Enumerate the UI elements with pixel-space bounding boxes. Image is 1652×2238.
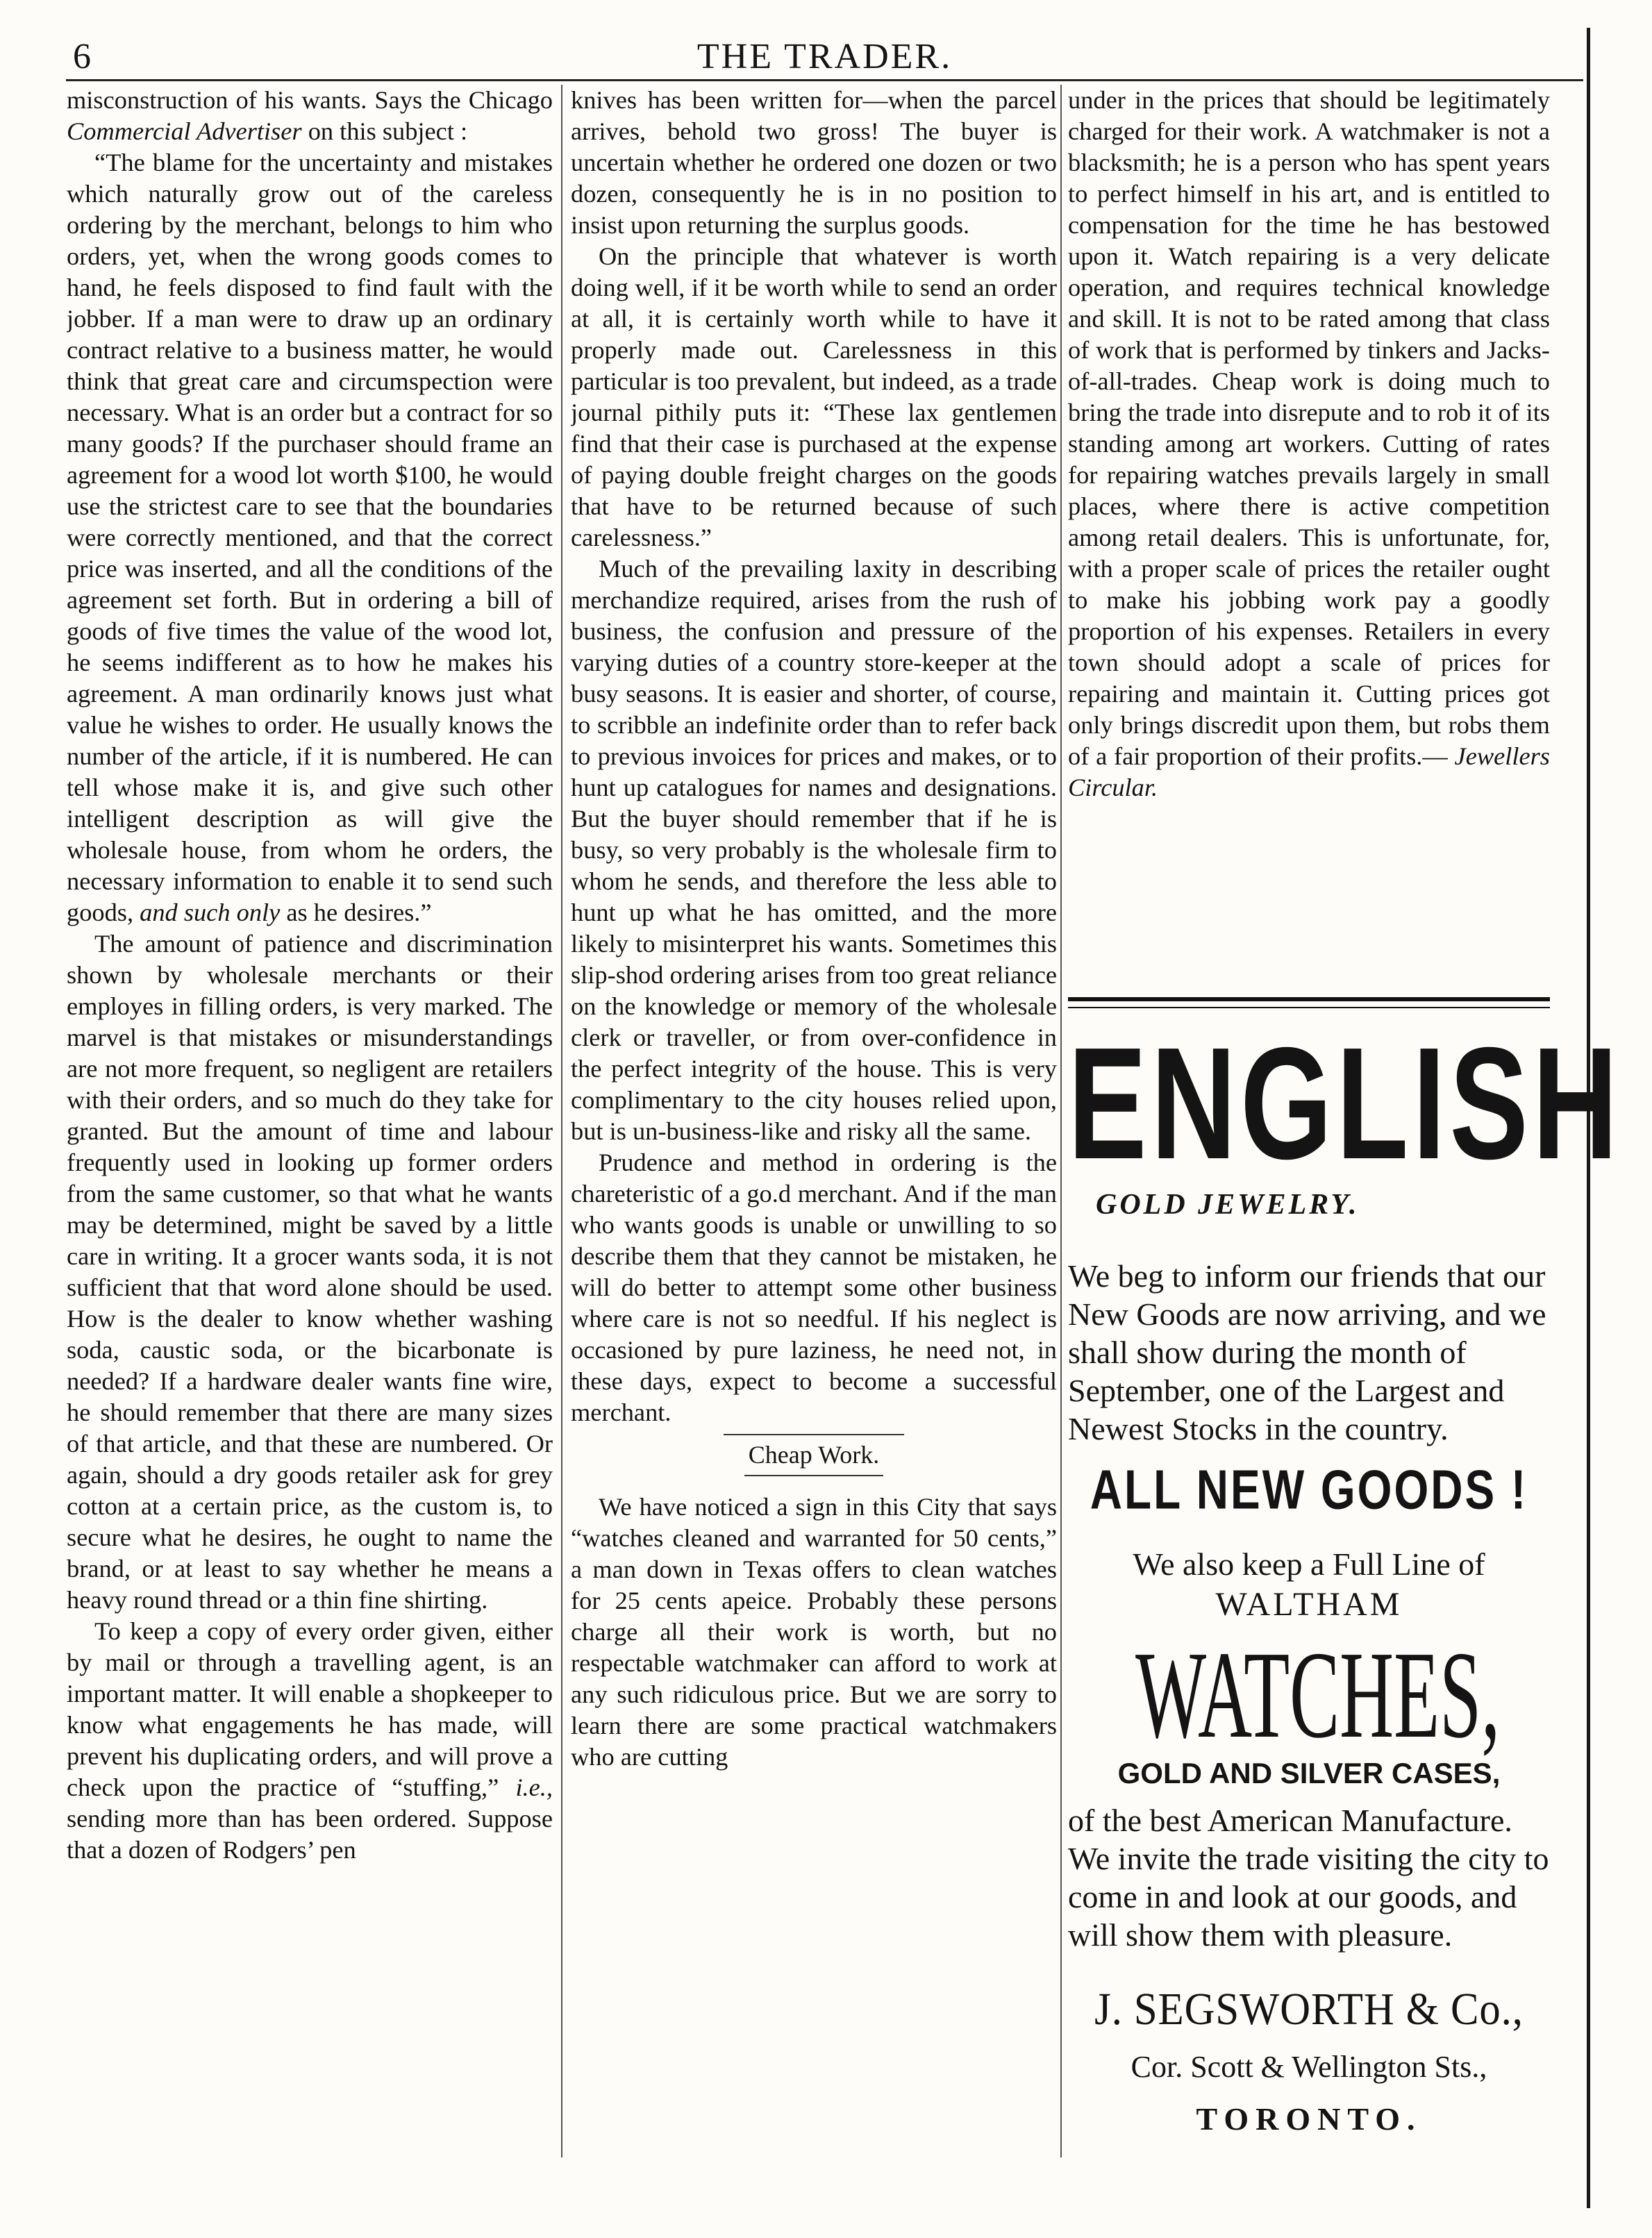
paragraph: Prudence and method in ordering is the chareteristic of a go.d merchant. And if the man who wants goods is unable or unwilling to so describe them that they cannot be mistaken, he will do better to attempt some other business where care is not so needful. If his neglect is occasioned by pure laziness, he need not, in these days, expect to become a successful merchant. (571, 1149, 1057, 1426)
ad-headline: ENGLISH (1068, 1014, 1622, 1193)
paragraph (67, 1616, 553, 1866)
column-3 (1068, 85, 1550, 1008)
column-1 (67, 85, 553, 2203)
paragraph (1068, 85, 1550, 803)
ad-watches: WATCHES, (1135, 1626, 1501, 1764)
running-head (66, 36, 1583, 79)
ad-subheadline: GOLD JEWELRY. (1096, 1189, 1360, 1221)
ad-address: Cor. Scott & Wellington Sts., (1130, 2050, 1487, 2084)
paragraph: On the principle that whatever is worth doing well, if it be worth while to send an order at all, it is certainly worth while to have it properly made out. Carelessness in this particular is too prevalent, but indeed, as a trade journal pithily puts it: “These lax gentlemen find that their case is purchased at the expense of paying double freight charges on the goods that have to be returned because of such carelessness.” (571, 242, 1057, 551)
section-heading-text: Cheap Work. (748, 1441, 880, 1469)
page-number: 6 (73, 37, 91, 76)
column-rule-2 (1060, 85, 1062, 2157)
masthead-title: THE TRADER. (696, 37, 953, 76)
quoted-paragraph (67, 147, 553, 928)
ad-all-new-goods: ALL NEW GOODS ! (1090, 1458, 1528, 1521)
section-heading (571, 1434, 1057, 1476)
paragraph: The amount of patience and discrimination shown by wholesale merchants or their employes in filling orders, is very marked. The marvel is that mistakes or misunderstandings are not more frequent, so negligent are retailers with their orders, and so much do they take for granted. But the amount of time and labour frequently used in looking up former orders from the same customer, so that what he wants may be determined, might be saved by a little care in writing. It a grocer wants soda, it is not sufficient that that word alone should be used. How is the dealer to know whether washing soda, caustic soda, or the bicarbonate is needed? If a hardware dealer wants fine wire, he should remember that there are many sizes of that article, and that these are numbered. Or again, should a dry goods retailer ask for grey cotton at a certain price, as the custom is, to secure what he desires, he ought to name the brand, or at least to say whether he means a heavy round thread or a thin fine shirting. (67, 930, 553, 1614)
ad-cases: GOLD AND SILVER CASES, (1117, 1757, 1501, 1789)
head-rule (66, 79, 1583, 81)
ad-top-rule-thin (1068, 1007, 1550, 1008)
ad-body-text: of the best American Manufacture. We invite the trade visiting the city to come in and look at our goods, and will show them with pleasure. (1068, 1803, 1549, 1953)
ad-full-line: We also keep a Full Line of (1133, 1546, 1485, 1582)
ad-top-rule (1068, 997, 1550, 1001)
paragraph (67, 85, 553, 147)
paragraph: knives has been written for—when the parcel arrives, behold two gross! The buyer is uncertain whether he ordered one dozen or two dozen, consequently he is in no position to insist upon returning the surplus goods. (571, 86, 1057, 239)
paragraph: We have noticed a sign in this City that says “watches cleaned and warranted for 50 cents,” a man down in Texas offers to clean watches for 25 cents apeice. Probably these persons charge all their work is worth, but no respectable watchmaker can afford to work at any such ridiculous price. But we are sorry to learn there are some practical watchmakers who are cutting (571, 1493, 1057, 1771)
text-run: on this subject : (301, 117, 468, 145)
source-signature: Jewellers Circular. (1068, 742, 1550, 801)
italic-phrase: i.e., (515, 1773, 553, 1801)
text-run: as he desires.” (280, 899, 432, 926)
advertisement (1068, 1014, 1622, 2201)
text-run: under in the prices that should be legitimately charged for their work. A watchmaker is not a blacksmith; he is a person who has spent years to perfect himself in his art, and is entitled to compensation for the time he has bestowed upon it. Watch repairing is a very delicate operation, and requires technical knowledge and skill. It is not to be rated among that class of work that is performed by tinkers and Jacks-of-all-trades. Cheap work is doing much to bring the trade into disrepute and to rob it of its standing among art workers. Cutting of rates for repairing watches prevails largely in small places, where there is active competition among retail dealers. This is unfortunate, for, with a proper scale of prices the retailer ought to make his jobbing work pay a goodly proportion of his expenses. Retailers in every town should adopt a scale of prices for repairing and maintain it. Cutting prices got only brings discredit upon them, but robs them of a fair proportion of their profits.— (1068, 86, 1550, 770)
italic-phrase: and such only (140, 899, 281, 926)
heading-underline (744, 1475, 883, 1476)
text-run: misconstruction of his wants. Says the Chicago (67, 86, 553, 114)
column-rule-1 (561, 85, 562, 2157)
text-run: “The blame for the uncertainty and mistakes which naturally grow out of the careless ordering by the merchant, belongs to him who orders, yet, when the wrong goods comes to hand, he feels disposed to find fault with the jobber. If a man were to draw up an ordinary contract relative to a business matter, he would think that great care and circumspection were necessary. What is an order but a contract for so many goods? If the purchaser should frame an agreement for a wood lot worth $100, he would use the strictest care to see that the boundaries were correctly mentioned, and that the correct price was inserted, and all the conditions of the agreement set forth. But in ordering a bill of goods of five times the value of the wood lot, he seems indifferent as to how he makes his agreement. A man ordinarily knows just what value he wishes to order. He usually knows the number of the article, if it is numbered. He can tell whose make it is, and give such other intelligent description as will give the wholesale house, from whom he orders, the necessary information to enable it to send such goods, (67, 149, 553, 926)
heading-rule (724, 1434, 904, 1435)
column-2 (571, 85, 1057, 2203)
ad-waltham: WALTHAM (1215, 1586, 1403, 1623)
paragraph: Much of the prevailing laxity in describing merchandize required, arises from the rush of business, the confusion and pressure of the varying duties of a country store-keeper at the busy seasons. It is easier and shorter, of course, to scribble an indefinite order than to refer back to previous invoices for prices and makes, or to hunt up catalogues for names and designations. But the buyer should remember that if he is busy, so very probably is the wholesale firm to whom he sends, and therefore the less able to hunt up what he has omitted, and the more likely to misinterpret his wants. Sometimes this slip-shod ordering arises from too great reliance on the knowledge or memory of the wholesale clerk or traveller, or from over-confidence in the perfect integrity of the house. This is very complimentary to the city houses relied upon, but is un-business-like and risky all the same. (571, 555, 1057, 1145)
text-run: To keep a copy of every order given, either by mail or through a travelling agent, is an important matter. It will enable a shopkeeper to know what engagements he has made, will prevent his duplicating orders, and will prove a check upon the practice of “stuffing,” (67, 1617, 553, 1801)
ad-firm-name: J. SEGSWORTH & Co., (1094, 1984, 1524, 2035)
ad-intro-text: We beg to inform our friends that our New Goods are now arriving, and we shall show during the month of September, one of the Largest and Newest Stocks in the country. (1068, 1258, 1546, 1446)
source-title: Commercial Advertiser (67, 117, 302, 145)
ad-city: TORONTO. (1196, 2101, 1422, 2137)
text-run: sending more than has been ordered. Suppose that a dozen of Rodgers’ pen (67, 1805, 553, 1864)
